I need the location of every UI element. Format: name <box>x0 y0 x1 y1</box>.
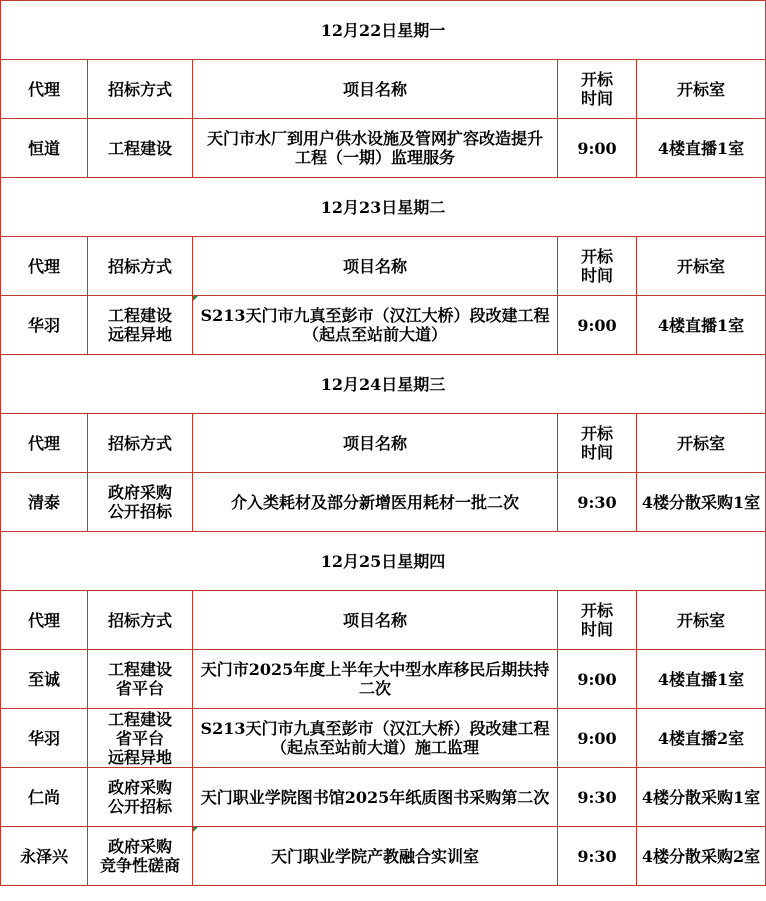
agent-cell: 永泽兴 <box>1 827 88 886</box>
table-row <box>1 650 766 709</box>
project-cell <box>193 296 558 355</box>
header-method: 招标方式 <box>88 60 193 119</box>
method-cell <box>88 119 193 178</box>
day-title: 12月23日星期二 <box>1 178 766 237</box>
project-line: 天门职业学院产教融合实训室 <box>270 846 479 866</box>
header-time-line2: 时间 <box>580 89 613 108</box>
column-header-row <box>1 414 766 473</box>
method-line: 远程异地 <box>107 325 172 344</box>
method-cell <box>88 296 193 355</box>
header-time <box>558 591 637 650</box>
header-method: 招标方式 <box>88 591 193 650</box>
method-cell <box>88 827 193 886</box>
method-line: 工程建设 <box>107 660 172 679</box>
header-method: 招标方式 <box>88 237 193 296</box>
header-room: 开标室 <box>637 591 766 650</box>
table-row <box>1 119 766 178</box>
agent-cell: 华羽 <box>1 709 88 768</box>
day-header-row <box>1 1 766 60</box>
column-header-row <box>1 591 766 650</box>
column-header-row <box>1 237 766 296</box>
method-line: 政府采购 <box>107 483 172 502</box>
time-cell: 9:00 <box>558 296 637 355</box>
day-header-row <box>1 355 766 414</box>
header-agent: 代理 <box>1 591 88 650</box>
header-agent: 代理 <box>1 414 88 473</box>
table-row <box>1 296 766 355</box>
project-line: （起点至站前大道） <box>302 325 447 344</box>
project-line: （起点至站前大道）施工监理 <box>270 738 479 757</box>
room-cell: 4楼直播1室 <box>637 650 766 709</box>
header-project: 项目名称 <box>193 237 558 296</box>
project-cell <box>193 709 558 768</box>
room-cell: 4楼直播1室 <box>637 296 766 355</box>
project-line: S213天门市九真至彭市（汉江大桥）段改建工程 <box>200 719 550 738</box>
header-agent: 代理 <box>1 60 88 119</box>
header-room: 开标室 <box>637 60 766 119</box>
method-line: 政府采购 <box>107 778 172 797</box>
time-cell: 9:30 <box>558 473 637 532</box>
method-cell <box>88 768 193 827</box>
method-line: 政府采购 <box>107 837 172 856</box>
agent-cell: 恒道 <box>1 119 88 178</box>
method-line: 省平台 <box>115 728 164 748</box>
method-line: 公开招标 <box>107 797 172 816</box>
method-line: 远程异地 <box>107 747 172 767</box>
table-row <box>1 768 766 827</box>
header-room: 开标室 <box>637 414 766 473</box>
time-cell: 9:00 <box>558 709 637 768</box>
method-line: 公开招标 <box>107 502 172 521</box>
day-title: 12月22日星期一 <box>1 1 766 60</box>
header-time-line1: 开标 <box>580 247 613 266</box>
header-project: 项目名称 <box>193 60 558 119</box>
header-time-line2: 时间 <box>580 620 613 639</box>
header-time-line1: 开标 <box>580 70 613 89</box>
method-cell <box>88 709 193 768</box>
column-header-row <box>1 60 766 119</box>
table-row <box>1 709 766 768</box>
header-time-line2: 时间 <box>580 266 613 285</box>
header-method: 招标方式 <box>88 414 193 473</box>
header-time <box>558 237 637 296</box>
room-cell: 4楼分散采购2室 <box>637 827 766 886</box>
header-time-line1: 开标 <box>580 601 613 620</box>
header-room: 开标室 <box>637 237 766 296</box>
time-cell: 9:00 <box>558 650 637 709</box>
header-project: 项目名称 <box>193 591 558 650</box>
method-line: 竞争性磋商 <box>99 856 180 875</box>
method-line: 省平台 <box>115 679 164 698</box>
day-header-row <box>1 178 766 237</box>
header-time-line1: 开标 <box>580 424 613 443</box>
day-title: 12月25日星期四 <box>1 532 766 591</box>
time-cell: 9:00 <box>558 119 637 178</box>
project-cell <box>193 650 558 709</box>
project-line: 介入类耗材及部分新增医用耗材一批二次 <box>230 492 519 512</box>
time-cell: 9:30 <box>558 827 637 886</box>
agent-cell: 至诚 <box>1 650 88 709</box>
agent-cell: 清泰 <box>1 473 88 532</box>
project-cell <box>193 768 558 827</box>
project-cell <box>193 827 558 886</box>
agent-cell: 华羽 <box>1 296 88 355</box>
method-cell <box>88 650 193 709</box>
project-cell <box>193 119 558 178</box>
room-cell: 4楼直播2室 <box>637 709 766 768</box>
project-line: 天门职业学院图书馆2025年纸质图书采购第二次 <box>200 787 550 807</box>
room-cell: 4楼直播1室 <box>637 119 766 178</box>
day-header-row <box>1 532 766 591</box>
room-cell: 4楼分散采购1室 <box>637 473 766 532</box>
table-row <box>1 827 766 886</box>
project-line: 二次 <box>358 679 391 698</box>
header-time-line2: 时间 <box>580 443 613 462</box>
project-cell <box>193 473 558 532</box>
agent-cell: 仁尚 <box>1 768 88 827</box>
header-time <box>558 60 637 119</box>
method-line: 工程建设 <box>107 709 172 729</box>
method-line: 工程建设 <box>107 138 172 158</box>
room-cell: 4楼分散采购1室 <box>637 768 766 827</box>
method-cell <box>88 473 193 532</box>
day-title: 12月24日星期三 <box>1 355 766 414</box>
time-cell: 9:30 <box>558 768 637 827</box>
project-line: 工程（一期）监理服务 <box>294 148 455 167</box>
method-line: 工程建设 <box>107 306 172 325</box>
project-line: 天门市水厂到用户供水设施及管网扩容改造提升 <box>206 129 543 148</box>
project-line: S213天门市九真至彭市（汉江大桥）段改建工程 <box>200 306 550 325</box>
table-row <box>1 473 766 532</box>
project-line: 天门市2025年度上半年大中型水库移民后期扶持 <box>200 660 550 679</box>
header-time <box>558 414 637 473</box>
header-project: 项目名称 <box>193 414 558 473</box>
header-agent: 代理 <box>1 237 88 296</box>
